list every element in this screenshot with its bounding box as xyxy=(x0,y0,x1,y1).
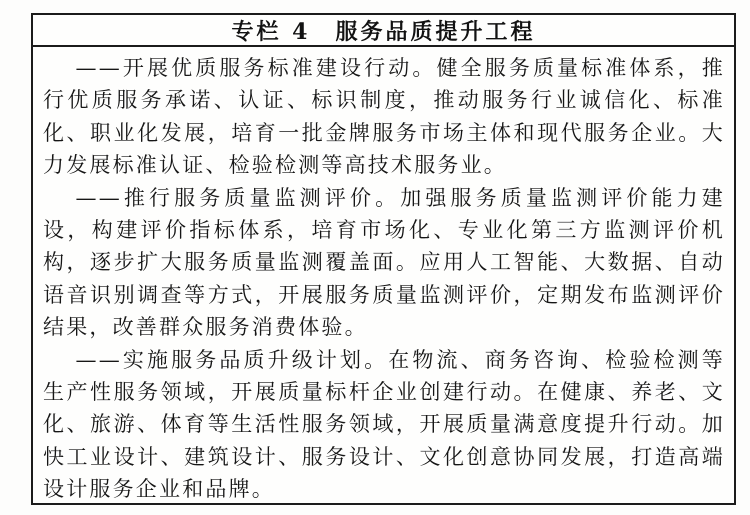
callout-title-bar xyxy=(33,15,734,47)
callout-box xyxy=(31,13,736,505)
callout-body xyxy=(33,47,734,506)
paragraph-service-standards: ——开展优质服务标准建设行动。健全服务质量标准体系，推行优质服务承诺、认证、标识制度，推动服务行业诚信化、标准化、职业化发展，培育一批金牌服务市场主体和现代服务企业。大力发展标准认证、检验检测等高技术服务业。 xyxy=(43,56,725,178)
paragraph-quality-monitoring: ——推行服务质量监测评价。加强服务质量监测评价能力建设，构建评价指标体系，培育市场化、专业化第三方监测评价机构，逐步扩大服务质量监测覆盖面。应用人工智能、大数据、自动语音识别调查等方式，开展服务质量监测评价，定期发布监测评价结果，改善群众服务消费体验。 xyxy=(43,185,725,340)
callout-title: 专栏 4 服务品质提升工程 xyxy=(231,18,536,45)
paragraph-quality-upgrade-plan: ——实施服务品质升级计划。在物流、商务咨询、检验检测等生产性服务领域，开展质量标杆企业创建行动。在健康、养老、文化、旅游、体育等生活性服务领域，开展质量满意度提升行动。加快工业设计、建筑设计、服务设计、文化创意协同发展，打造高端设计服务企业和品牌。 xyxy=(43,347,725,502)
